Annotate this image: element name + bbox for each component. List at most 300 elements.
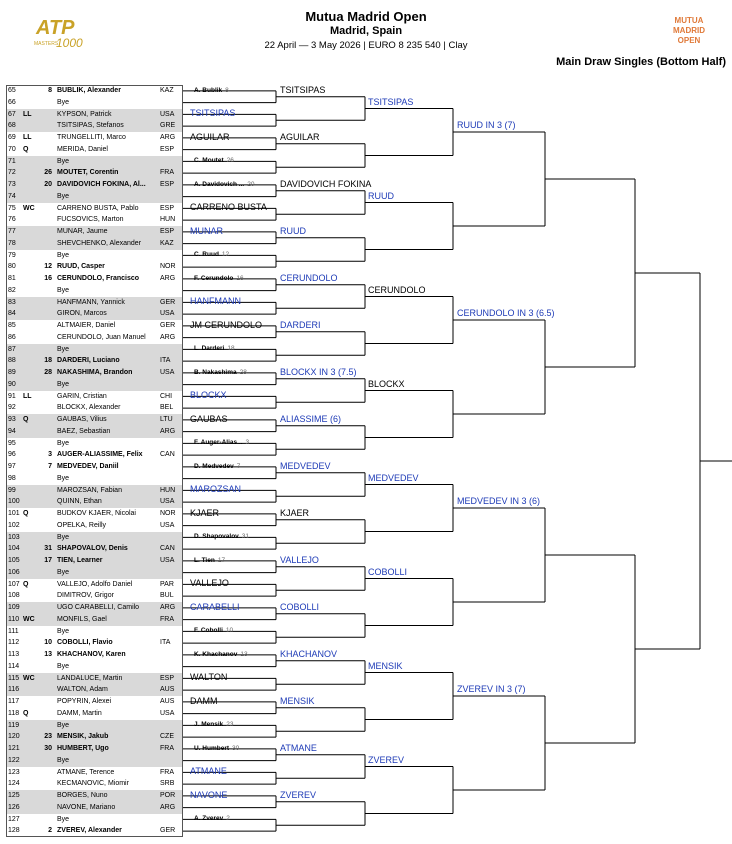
round1-winner: [194, 533, 249, 540]
player-name: MOUTET, Corentin: [57, 169, 119, 177]
entry-type: Q: [23, 416, 29, 423]
winner-name: ATMANE: [280, 742, 317, 753]
winner-name: ALIASSIME (6): [280, 413, 342, 424]
draw-number: 101: [8, 510, 20, 517]
player-name: CERUNDOLO, Juan Manuel: [57, 333, 146, 341]
winner-name: ZVEREV: [368, 754, 405, 765]
entry-type: Q: [23, 580, 29, 588]
draw-number: 117: [8, 698, 20, 705]
player-name: TRUNGELLITI, Marco: [57, 134, 126, 141]
winner-name: RUUD: [368, 190, 394, 201]
draw-number: 112: [8, 639, 20, 647]
winner-name: DAMM: [190, 695, 218, 706]
draw-number: 120: [8, 733, 20, 741]
round2-winner: [280, 179, 371, 189]
round1-winner: [190, 672, 227, 682]
round4-winner: [457, 496, 540, 506]
player-name: WALTON, Adam: [57, 686, 108, 694]
player-country: ESP: [160, 204, 175, 212]
winner-name: VALLEJO: [190, 578, 229, 589]
seed-number: 17: [44, 557, 52, 564]
draw-number: 128: [8, 827, 20, 835]
draw-number: 81: [8, 275, 16, 282]
winner-seed: 28: [239, 368, 247, 376]
seed-number: 20: [44, 181, 52, 188]
round4-winner: [457, 684, 526, 694]
winner-name: A. Davidovich ...: [194, 180, 245, 188]
winner-name: KJAER: [190, 507, 220, 518]
player-name: BUBLIK, Alexander: [57, 87, 121, 94]
winner-name: MUNAR: [190, 225, 223, 236]
draw-number: 88: [8, 357, 16, 365]
player-country: GRE: [160, 122, 176, 130]
player-name: DARDERI, Luciano: [57, 357, 120, 365]
player-name: KYPSON, Patrick: [57, 110, 112, 118]
round3-winner: [368, 755, 404, 765]
draw-number: 118: [8, 709, 20, 717]
player-country: ITA: [160, 357, 171, 365]
draw-number: 103: [8, 533, 20, 541]
player-country: FRA: [160, 615, 174, 623]
winner-seed: 18: [227, 345, 235, 353]
draw-number: 95: [8, 439, 16, 447]
draw-number: 73: [8, 181, 16, 188]
draw-number: 93: [8, 416, 16, 423]
player-country: POR: [160, 792, 176, 799]
winner-name: TSITSIPAS: [368, 96, 414, 107]
winner-name: COBOLLI: [280, 601, 320, 612]
round2-winner: [280, 273, 338, 283]
round1-winner: [194, 345, 235, 352]
entry-type: Q: [23, 510, 29, 517]
seed-number: 2: [48, 827, 52, 835]
round1-winner: [190, 508, 219, 518]
round1-winner: [190, 790, 227, 800]
winner-name: L. Darderi: [194, 345, 225, 353]
round1-winner: [190, 390, 227, 400]
player-name: MAROZSAN, Fabian: [57, 486, 122, 494]
player-country: USA: [160, 557, 175, 564]
winner-seed: 3: [245, 439, 250, 447]
draw-number: 107: [8, 580, 20, 588]
winner-name: MENSIK: [280, 695, 315, 706]
winner-name: F. Auger-Alias...: [194, 439, 243, 447]
winner-name: C. Moutet: [194, 157, 224, 165]
round2-winner: [280, 367, 357, 377]
round2-winner: [280, 320, 321, 330]
player-name: ATMANE, Terence: [57, 768, 115, 776]
draw-number: 84: [8, 310, 16, 318]
player-name: RUUD, Casper: [57, 263, 105, 271]
player-country: ARG: [160, 427, 176, 435]
round1-winner: [194, 181, 254, 188]
winner-name: ATMANE: [190, 766, 227, 777]
player-name: BLOCKX, Alexander: [57, 404, 121, 412]
round2-winner: [280, 132, 320, 142]
player-country: HUN: [160, 486, 176, 494]
round1-winner: [190, 414, 228, 424]
seed-number: 12: [44, 263, 52, 271]
player-country: CHI: [160, 392, 173, 400]
draw-number: 114: [8, 662, 20, 670]
winner-name: B. Nakashima: [194, 368, 237, 376]
winner-name: MEDVEDEV IN 3 (6): [457, 496, 541, 506]
player-name: NAKASHIMA, Brandon: [57, 369, 133, 376]
player-name: MUNAR, Jaume: [57, 228, 108, 235]
round3-winner: [368, 567, 407, 577]
entry-type: LL: [23, 392, 32, 400]
round4-winner: [457, 308, 555, 318]
round1-winner: [194, 627, 233, 634]
player-name: KHACHANOV, Karen: [57, 651, 126, 658]
winner-name: BLOCKX: [368, 378, 405, 389]
player-name: DAVIDOVICH FOKINA, Al...: [57, 181, 146, 188]
winner-name: L. Tien: [194, 556, 215, 564]
round1-winner: [194, 157, 234, 164]
player-country: ARG: [160, 604, 176, 611]
draw-number: 68: [8, 122, 16, 130]
player-name: Bye: [57, 533, 70, 541]
player-country: ITA: [160, 639, 171, 647]
winner-name: WALTON: [190, 672, 228, 683]
winner-seed: 20: [247, 180, 255, 188]
seed-number: 10: [44, 639, 52, 647]
player-country: ESP: [160, 145, 175, 153]
winner-name: A. Zverev: [194, 815, 224, 823]
round1-winner: [190, 226, 223, 236]
draw-number: 87: [8, 345, 16, 353]
seed-number: 3: [48, 451, 52, 459]
player-name: MERIDA, Daniel: [57, 145, 108, 153]
player-country: ARG: [160, 275, 176, 282]
winner-name: GAUBAS: [190, 413, 228, 424]
round2-winner: [280, 508, 309, 518]
winner-name: HANFMANN: [190, 296, 241, 307]
draw-number: 92: [8, 404, 16, 412]
draw-number: 97: [8, 463, 16, 470]
draw-number: 94: [8, 427, 16, 435]
winner-name: RUUD IN 3 (7): [457, 120, 516, 130]
round2-winner: [280, 602, 319, 612]
draw-number: 76: [8, 216, 16, 224]
draw-number: 105: [8, 557, 20, 564]
player-country: USA: [160, 709, 175, 717]
player-country: USA: [160, 369, 175, 376]
player-name: Bye: [57, 568, 70, 576]
draw-number: 116: [8, 686, 20, 694]
winner-name: TSITSIPAS: [280, 84, 326, 95]
player-name: GAUBAS, Vilius: [57, 416, 107, 423]
player-country: ARG: [160, 134, 176, 141]
round1-winner: [190, 766, 227, 776]
winner-seed: 12: [221, 251, 230, 259]
player-name: Bye: [57, 439, 70, 447]
player-name: Bye: [57, 251, 70, 259]
player-name: CERUNDOLO, Francisco: [57, 275, 140, 282]
round1-winner: [190, 320, 262, 330]
round1-winner: [194, 439, 249, 446]
svg-text:1000: 1000: [56, 36, 83, 50]
player-country: PAR: [160, 580, 174, 588]
winner-name: CERUNDOLO: [368, 284, 426, 295]
player-name: BAEZ, Sebastian: [57, 427, 111, 435]
player-name: DIMITROV, Grigor: [57, 592, 114, 600]
winner-name: RUUD: [280, 225, 306, 236]
seed-number: 18: [44, 357, 52, 365]
player-country: FRA: [160, 745, 174, 752]
player-country: AUS: [160, 686, 175, 694]
player-country: CZE: [160, 733, 174, 741]
draw-number: 71: [8, 157, 16, 165]
player-name: DAMM, Martin: [57, 709, 102, 717]
entry-type: WC: [23, 204, 35, 212]
winner-name: KHACHANOV: [280, 648, 338, 659]
round1-winner: [194, 745, 239, 752]
round2-winner: [280, 696, 315, 706]
winner-name: JM CERUNDOLO: [190, 319, 263, 330]
draw-number: 82: [8, 286, 16, 294]
round3-winner: [368, 379, 405, 389]
draw-number: 75: [8, 204, 16, 212]
round1-winner: [194, 651, 248, 658]
player-country: AUS: [160, 698, 175, 705]
winner-name: DARDERI: [280, 319, 321, 330]
draw-number: 106: [8, 568, 20, 576]
player-country: KAZ: [160, 87, 174, 94]
player-country: CAN: [160, 451, 175, 459]
winner-name: F. Cerundolo: [194, 274, 234, 282]
player-name: Bye: [57, 627, 70, 635]
player-country: ARG: [160, 803, 176, 811]
draw-number: 91: [8, 392, 16, 400]
draw-number: 77: [8, 228, 16, 235]
player-country: ARG: [160, 333, 176, 341]
seed-number: 8: [48, 87, 52, 94]
player-country: BEL: [160, 404, 174, 412]
seed-number: 16: [44, 275, 52, 282]
round1-winner: [190, 202, 267, 212]
winner-name: U. Humbert: [194, 744, 230, 752]
winner-name: MENSIK: [368, 660, 403, 671]
player-name: Bye: [57, 192, 70, 200]
player-country: GER: [160, 298, 176, 306]
winner-name: F. Cobolli: [194, 627, 223, 635]
player-name: Bye: [57, 98, 70, 106]
player-name: MONFILS, Gael: [57, 615, 107, 623]
tournament-location: Madrid, Spain: [329, 25, 403, 37]
player-country: ESP: [160, 228, 175, 235]
winner-name: BLOCKX IN 3 (7.5): [280, 366, 357, 377]
winner-name: KJAER: [280, 507, 310, 518]
player-name: Bye: [57, 380, 70, 388]
round2-winner: [280, 790, 316, 800]
draw-number: 98: [8, 474, 16, 482]
player-country: BUL: [160, 592, 174, 600]
draw-number: 119: [8, 721, 20, 729]
player-name: Bye: [57, 474, 70, 482]
seed-number: 26: [44, 169, 52, 177]
round1-winner: [190, 578, 229, 588]
tournament-title: Mutua Madrid Open: [305, 9, 427, 24]
winner-seed: 7: [236, 462, 241, 470]
player-name: HUMBERT, Ugo: [57, 745, 109, 752]
round1-winner: [190, 296, 241, 306]
round1-winner: [190, 484, 241, 494]
round2-winner: [280, 649, 337, 659]
draw-number: 125: [8, 792, 20, 799]
player-name: Bye: [57, 345, 70, 353]
player-country: NOR: [160, 263, 176, 271]
draw-number: 70: [8, 145, 16, 153]
round4-winner: [457, 120, 516, 130]
player-name: UGO CARABELLI, Camilo: [57, 604, 140, 611]
winner-name: TSITSIPAS: [190, 108, 236, 119]
draw-number: 78: [8, 239, 16, 247]
svg-text:MUTUA: MUTUA: [674, 16, 704, 25]
winner-seed: 10: [225, 627, 234, 635]
entry-type: LL: [23, 110, 32, 118]
seed-number: 23: [44, 733, 52, 741]
svg-text:MASTERS: MASTERS: [34, 41, 59, 47]
draw-number: 100: [8, 498, 20, 506]
winner-name: COBOLLI: [368, 566, 408, 577]
winner-name: AGUILAR: [190, 131, 230, 142]
round3-winner: [368, 191, 394, 201]
winner-name: MEDVEDEV: [368, 472, 419, 483]
player-country: ESP: [160, 674, 175, 682]
winner-name: CERUNDOLO IN 3 (6.5): [457, 308, 555, 318]
round3-winner: [368, 661, 403, 671]
draw-number: 109: [8, 604, 20, 611]
player-country: SRB: [160, 780, 175, 788]
player-name: HANFMANN, Yannick: [57, 298, 125, 306]
round1-winner: [190, 108, 235, 118]
seed-number: 28: [44, 369, 52, 376]
player-country: GER: [160, 322, 176, 329]
player-country: USA: [160, 310, 175, 318]
round1-winner: [190, 132, 230, 142]
player-name: SHAPOVALOV, Denis: [57, 545, 128, 553]
draw-number: 72: [8, 169, 16, 177]
draw-number: 102: [8, 521, 20, 529]
winner-seed: 16: [236, 274, 244, 282]
winner-name: D. Medvedev: [194, 462, 234, 470]
svg-text:ATP: ATP: [36, 17, 75, 39]
winner-name: AGUILAR: [280, 131, 320, 142]
round1-winner: [190, 696, 218, 706]
draw-number: 83: [8, 298, 16, 306]
round1-winner: [194, 815, 230, 822]
draw-number: 90: [8, 380, 16, 388]
entry-type: Q: [23, 709, 29, 717]
winner-name: D. Shapovalov: [194, 533, 239, 541]
draw-number: 96: [8, 451, 16, 459]
draw-number: 99: [8, 486, 16, 494]
winner-seed: 17: [217, 556, 226, 564]
winner-name: ZVEREV IN 3 (7): [457, 684, 526, 694]
player-country: GER: [160, 827, 176, 835]
round2-winner: [280, 461, 331, 471]
player-name: OPELKA, Reilly: [57, 521, 107, 529]
player-name: CARRENO BUSTA, Pablo: [57, 204, 139, 212]
draw-number: 65: [8, 87, 16, 94]
draw-number: 122: [8, 756, 20, 764]
entry-type: Q: [23, 145, 29, 153]
draw-number: 85: [8, 322, 16, 329]
draw-number: 104: [8, 545, 20, 553]
draw-number: 127: [8, 815, 20, 823]
winner-name: A. Bublik: [194, 86, 223, 94]
player-country: USA: [160, 498, 175, 506]
round1-winner: [194, 463, 240, 470]
player-name: BUDKOV KJAER, Nicolai: [57, 510, 136, 517]
player-name: VALLEJO, Adolfo Daniel: [57, 580, 133, 588]
draw-number: 108: [8, 592, 20, 600]
draw-number: 79: [8, 251, 16, 259]
winner-name: MEDVEDEV: [280, 460, 331, 471]
draw-number: 67: [8, 110, 16, 118]
round1-winner: [194, 275, 244, 282]
winner-name: J. Mensik: [194, 721, 224, 729]
draw-name: Main Draw Singles (Bottom Half): [556, 56, 726, 68]
player-name: ALTMAIER, Daniel: [57, 322, 116, 329]
player-name: SHEVCHENKO, Alexander: [57, 239, 142, 247]
player-name: Bye: [57, 662, 70, 670]
draw-number: 111: [8, 627, 19, 635]
player-country: ESP: [160, 181, 175, 188]
round2-winner: [280, 414, 341, 424]
player-country: FRA: [160, 768, 174, 776]
player-name: Bye: [57, 815, 70, 823]
winner-seed: 30: [232, 744, 240, 752]
draw-number: 123: [8, 768, 20, 776]
draw-number: 86: [8, 333, 16, 341]
round1-winner: [194, 557, 225, 564]
winner-name: DAVIDOVICH FOKINA: [280, 178, 372, 189]
seed-number: 7: [48, 463, 52, 470]
winner-name: NAVONE: [190, 789, 228, 800]
winner-name: CERUNDOLO: [280, 272, 338, 283]
player-country: USA: [160, 521, 175, 529]
winner-name: C. Ruud: [194, 251, 219, 259]
winner-name: K. Khachanov: [194, 650, 238, 658]
player-country: USA: [160, 110, 175, 118]
round3-winner: [368, 285, 426, 295]
draw-number: 121: [8, 745, 20, 752]
player-name: TSITSIPAS, Stefanos: [57, 122, 124, 130]
draw-number: 66: [8, 98, 16, 106]
draw-number: 126: [8, 803, 20, 811]
winner-seed: 8: [225, 86, 229, 94]
player-name: Bye: [57, 157, 70, 165]
draw-number: 115: [8, 674, 20, 682]
winner-seed: 26: [226, 157, 234, 165]
svg-text:MADRID: MADRID: [673, 26, 705, 35]
winner-name: VALLEJO: [280, 554, 319, 565]
player-name: MENSIK, Jakub: [57, 733, 109, 741]
player-name: GIRON, Marcos: [57, 310, 107, 318]
draw-number: 74: [8, 192, 16, 200]
player-name: COBOLLI, Flavio: [57, 639, 113, 647]
seed-number: 13: [44, 651, 52, 658]
player-name: Bye: [57, 286, 70, 294]
draw-number: 124: [8, 780, 20, 788]
player-country: LTU: [160, 416, 173, 423]
round3-winner: [368, 97, 413, 107]
winner-seed: 31: [241, 533, 250, 541]
round1-winner: [194, 721, 234, 728]
seed-number: 30: [44, 745, 52, 752]
